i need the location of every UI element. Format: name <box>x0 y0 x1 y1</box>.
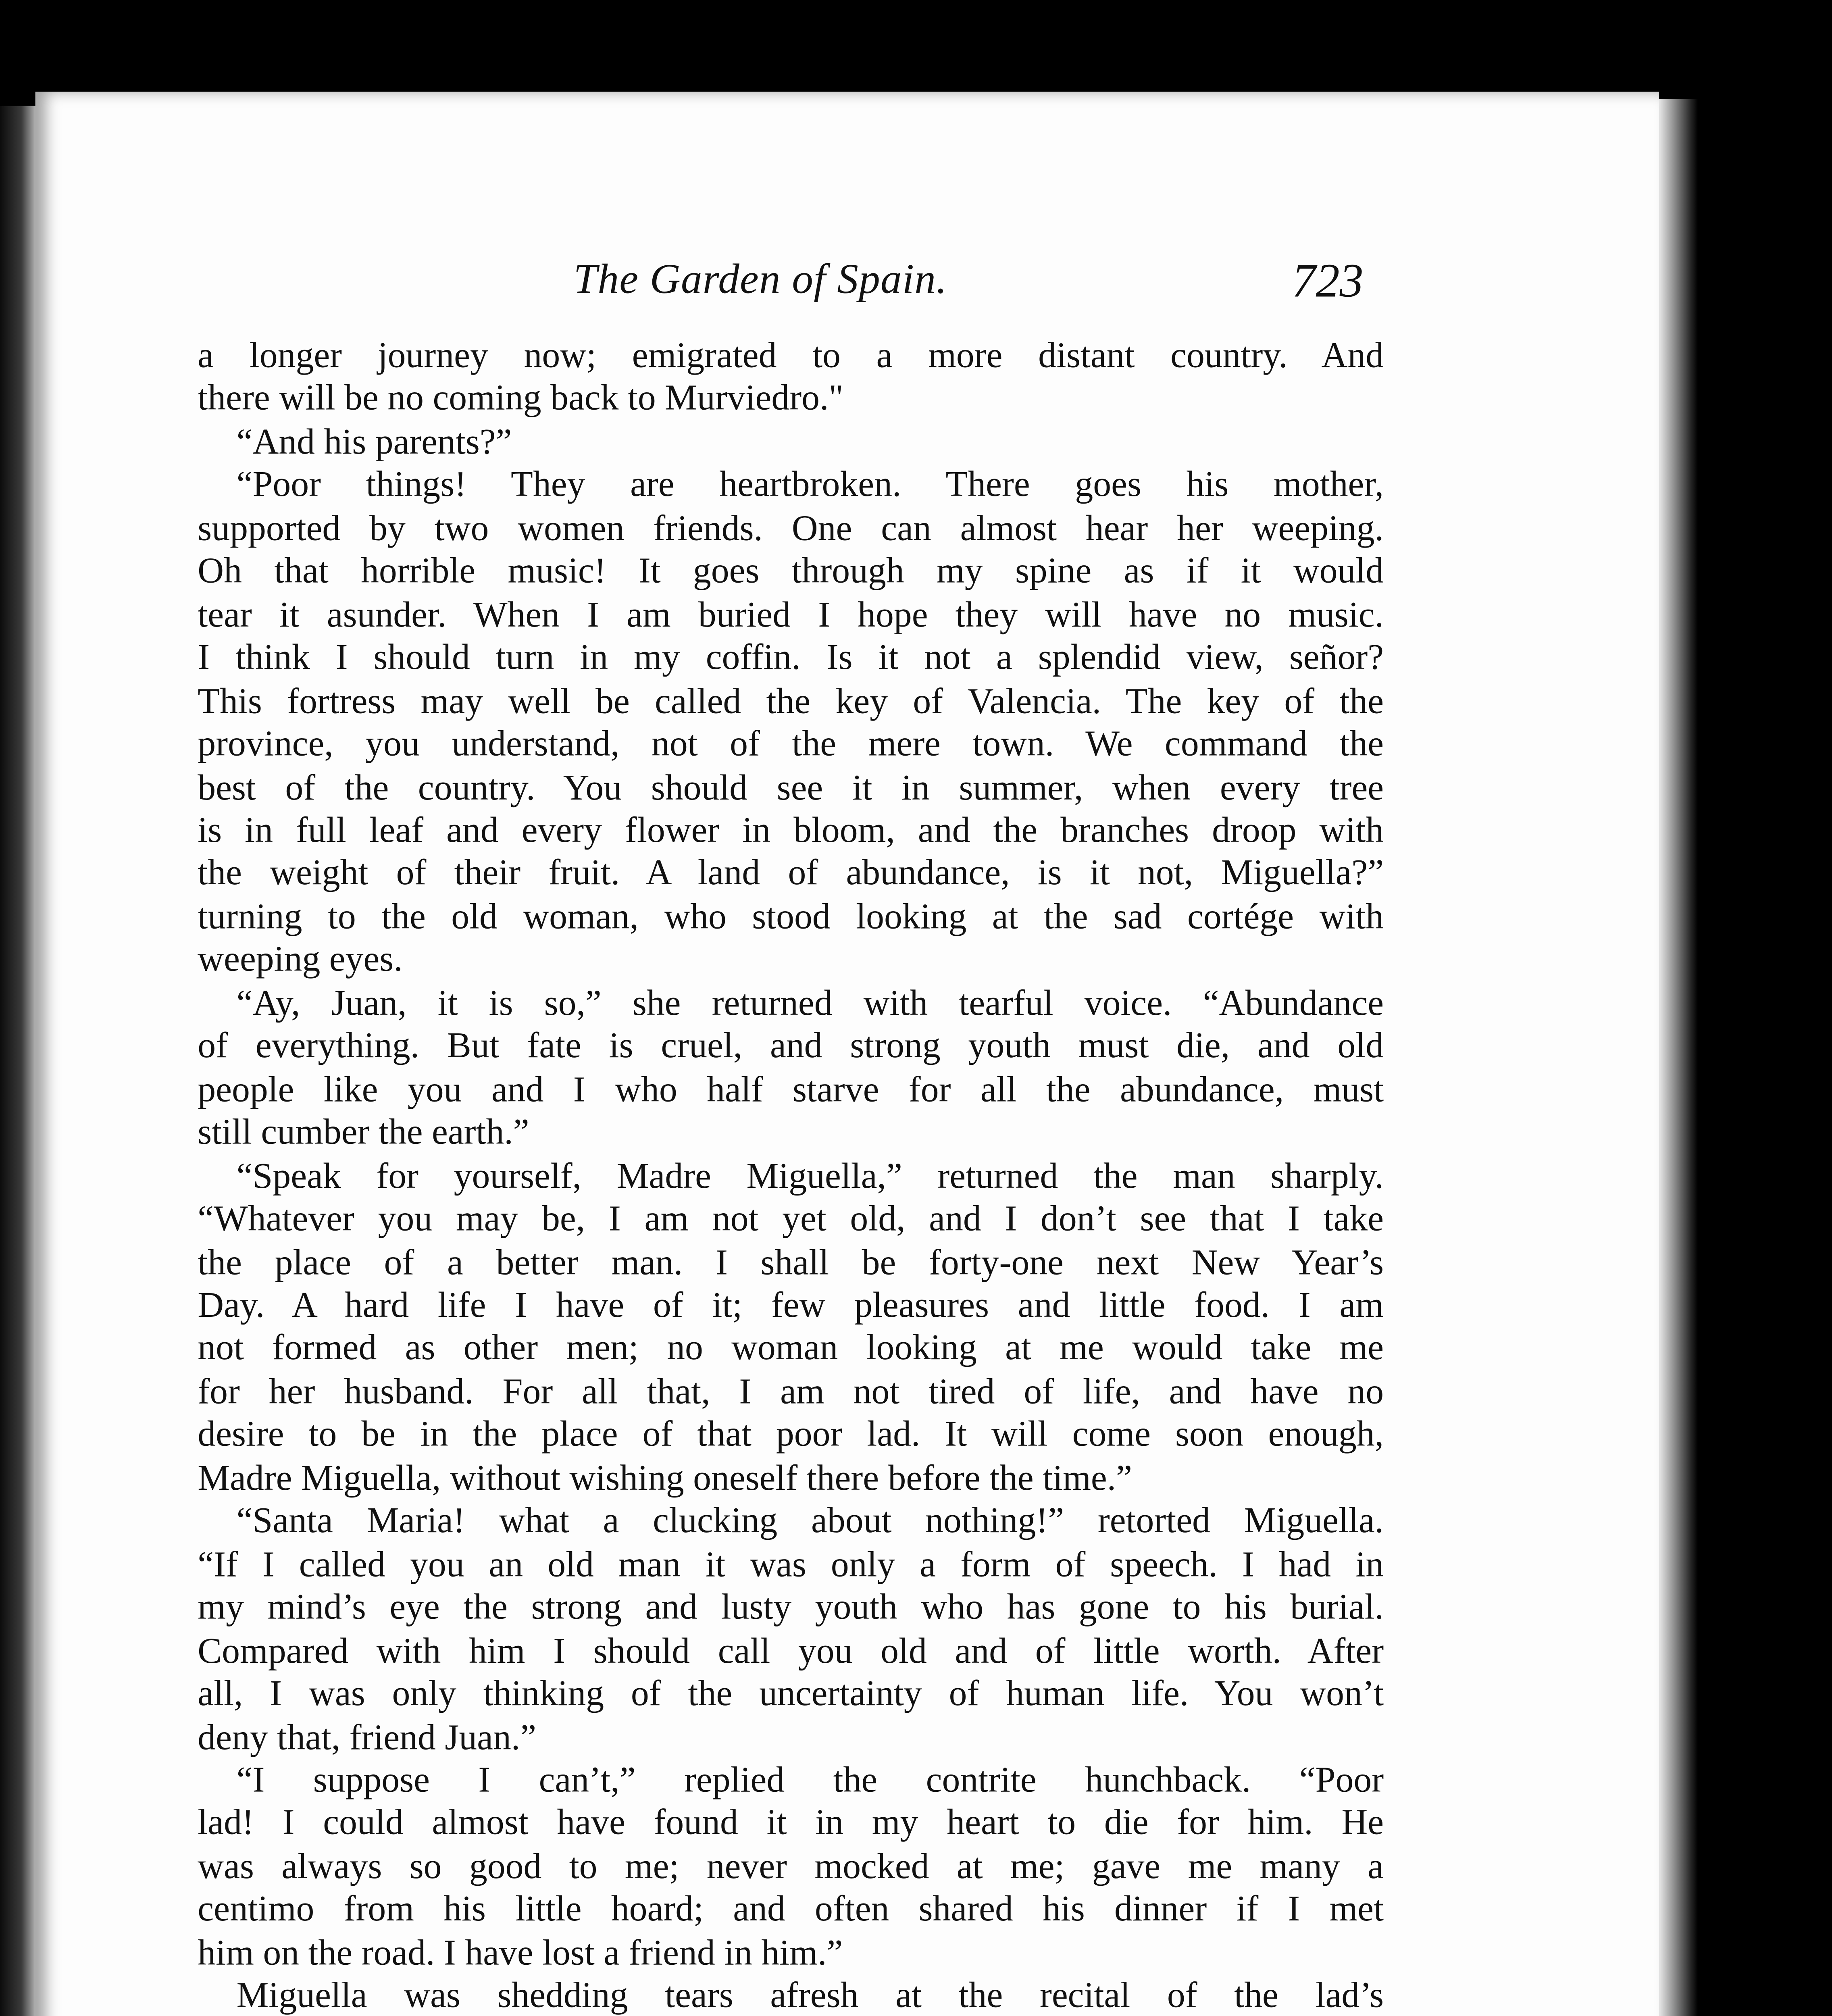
text-line: my mind’s eye the strong and lusty youth who has gone to his burial. <box>198 1589 1384 1628</box>
text-line: Madre Miguella, without wishing oneself there before the time.” <box>198 1459 1133 1498</box>
body-text <box>198 335 1384 2016</box>
text-line: “Santa Maria! what a clucking about nothing!” retorted Miguella. <box>236 1502 1384 1541</box>
text-line: best of the country. You should see it in summer, when every tree <box>198 768 1384 808</box>
text-line: Oh that horrible music! It goes through my spine as if it would <box>198 553 1384 592</box>
text-line: “If I called you an old man it was only a form of speech. I had in <box>198 1545 1384 1585</box>
text-line: province, you understand, not of the mere town. We command the <box>198 725 1384 764</box>
text-line: “I suppose I can’t,” replied the contrite hunchback. “Poor <box>236 1761 1384 1801</box>
text-line: deny that, friend Juan.” <box>198 1718 537 1757</box>
text-line: him on the road. I have lost a friend in him.” <box>198 1934 843 1973</box>
page-stack-edge <box>1659 99 1698 2016</box>
text-line: there will be no coming back to Murviedro." <box>198 380 844 419</box>
text-line: “Whatever you may be, I am not yet old, and I don’t see that I take <box>198 1200 1384 1239</box>
text-line: a longer journey now; emigrated to a more distant country. And <box>198 337 1384 376</box>
text-line: people like you and I who half starve for all the abundance, must <box>198 1070 1384 1110</box>
text-line: not formed as other men; no woman looking at me would take me <box>198 1330 1384 1369</box>
text-line: Day. A hard life I have of it; few pleasures and little food. I am <box>198 1287 1384 1326</box>
text-line: Miguella was shedding tears afresh at the recital of the lad’s <box>236 1977 1384 2016</box>
text-line: all, I was only thinking of the uncertainty of human life. You won’t <box>198 1675 1384 1714</box>
text-line: of everything. But fate is cruel, and strong youth must die, and old <box>198 1027 1384 1067</box>
text-line: Compared with him I should call you old and of little worth. After <box>198 1632 1384 1671</box>
text-line: was always so good to me; never mocked at me; gave me many a <box>198 1847 1384 1887</box>
text-line: weeping eyes. <box>198 941 403 981</box>
text-line: the weight of their fruit. A land of abundance, is it not, Miguella?” <box>198 855 1384 894</box>
running-header <box>35 247 1659 318</box>
text-line: supported by two women friends. One can almost hear her weeping. <box>198 510 1384 549</box>
text-line: desire to be in the place of that poor lad. It will come soon enough, <box>198 1416 1384 1455</box>
text-line: tear it asunder. When I am buried I hope they will have no music. <box>198 596 1384 635</box>
text-line: still cumber the earth.” <box>198 1114 529 1153</box>
text-line: I think I should turn in my coffin. Is it not a splendid view, señor? <box>198 639 1384 678</box>
text-line: “Ay, Juan, it is so,” she returned with tearful voice. “Abundance <box>236 984 1384 1024</box>
text-line: turning to the old woman, who stood looking at the sad cortége with <box>198 898 1384 937</box>
text-line: lad! I could almost have found it in my heart to die for him. He <box>198 1804 1384 1844</box>
text-line: “Poor things! They are heartbroken. There goes his mother, <box>236 467 1384 506</box>
text-line: This fortress may well be called the key of Valencia. The key of the <box>198 682 1384 721</box>
book-spine-edge <box>0 106 39 2016</box>
page-number: 723 <box>1292 254 1364 307</box>
text-line: for her husband. For all that, I am not tired of life, and have no <box>198 1373 1384 1412</box>
text-line: the place of a better man. I shall be forty-one next New Year’s <box>198 1243 1384 1283</box>
text-line: centimo from his little hoard; and often shared his dinner if I met <box>198 1891 1384 1930</box>
running-title: The Garden of Spain. <box>573 258 947 304</box>
text-line: “Speak for yourself, Madre Miguella,” returned the man sharply. <box>236 1157 1384 1196</box>
text-line: “And his parents?” <box>236 423 512 462</box>
text-line: is in full leaf and every flower in bloom, and the branches droop with <box>198 812 1384 851</box>
